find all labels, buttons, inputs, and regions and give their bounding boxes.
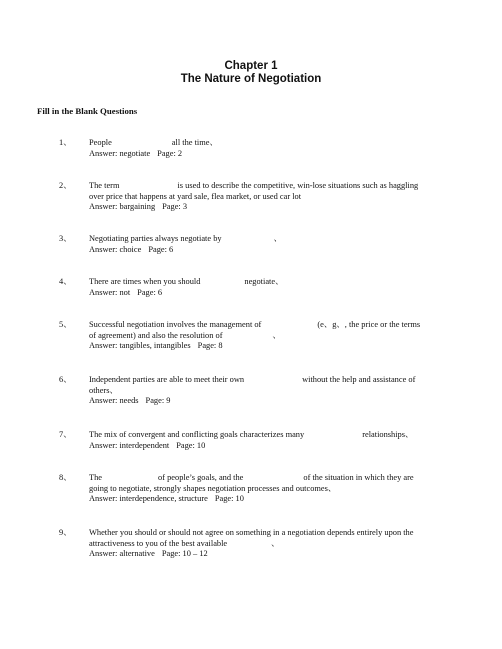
answer-line [89, 149, 449, 160]
page-reference: Page: 2 [157, 148, 183, 158]
question-body [89, 138, 449, 159]
section-heading: Fill in the Blank Questions [37, 106, 138, 116]
question-number: 1、 [59, 138, 72, 147]
page-reference: Page: 6 [148, 244, 174, 254]
chapter-number: Chapter 1 [224, 60, 278, 72]
answer-text: Answer: needs [89, 396, 139, 405]
answer-line [89, 245, 449, 256]
question-text-line: others、 [89, 385, 118, 395]
question-body [89, 320, 449, 352]
question-number: 7、 [59, 430, 72, 439]
question-text-line: The mix of convergent and conflicting goals characterizes many relationships、 [89, 430, 414, 439]
page-reference: Page: 9 [145, 396, 171, 405]
answer-text: Answer: interdependence, structure [89, 494, 208, 503]
question-text-line: The of people’s goals, and the of the situation in which they are [89, 473, 414, 482]
question-text-line: Independent parties are able to meet their own without the help and assistance of [89, 375, 416, 384]
question-text-line: People all the time、 [89, 138, 218, 147]
answer-text: Answer: negotiate [89, 148, 151, 158]
answer-text: Answer: tangibles, intangibles [89, 341, 191, 350]
answer-text: Answer: bargaining [89, 202, 156, 211]
question-text-line: of agreement) and also the resolution of 、 [89, 330, 281, 340]
question-body [89, 430, 449, 451]
chapter-title: The Nature of Negotiation [180, 73, 322, 85]
answer-line [89, 341, 449, 352]
answer-line [89, 494, 449, 505]
question-text-line: Negotiating parties always negotiate by 、 [89, 234, 282, 243]
question-body [89, 181, 449, 213]
answer-line [89, 549, 449, 560]
answer-text: Answer: choice [89, 244, 142, 254]
question-number: 8、 [59, 473, 72, 482]
answer-text: Answer: alternative [89, 549, 155, 558]
page-reference: Page: 10 – 12 [161, 549, 208, 558]
question-text-line: over price that happens at yard sale, flea market, or used car lot [89, 191, 302, 201]
page-reference: Page: 10 [176, 440, 206, 450]
question-number: 3、 [59, 234, 72, 243]
page-reference: Page: 6 [137, 287, 163, 297]
question-text-line: Whether you should or should not agree on something in a negotiation depends entirely upon the [89, 528, 414, 537]
question-text-line: Successful negotiation involves the management of (e、g、, the price or the terms [89, 320, 421, 329]
answer-line [89, 396, 449, 407]
question-text-line: The term is used to describe the competitive, win-lose situations such as haggling [89, 181, 419, 190]
question-number: 4、 [59, 277, 72, 286]
question-number: 5、 [59, 320, 72, 329]
question-number: 6、 [59, 375, 72, 384]
question-body [89, 234, 449, 255]
page-reference: Page: 10 [214, 494, 244, 503]
question-number: 2、 [59, 181, 72, 190]
page-reference: Page: 3 [162, 202, 188, 211]
question-text-line: going to negotiate, strongly shapes negotiation processes and outcomes、 [89, 483, 337, 493]
question-body [89, 473, 449, 505]
question-number: 9、 [59, 528, 72, 537]
answer-text: Answer: interdependent [89, 440, 170, 450]
question-text-line: attractiveness to you of the best available 、 [89, 538, 280, 548]
question-body [89, 277, 449, 298]
question-body [89, 528, 449, 560]
answer-line [89, 288, 449, 299]
answer-text: Answer: not [89, 287, 131, 297]
question-text-line: There are times when you should negotiate、 [89, 277, 284, 286]
page-reference: Page: 8 [197, 341, 223, 350]
answer-line [89, 441, 449, 452]
question-body [89, 375, 449, 407]
answer-line [89, 202, 449, 213]
